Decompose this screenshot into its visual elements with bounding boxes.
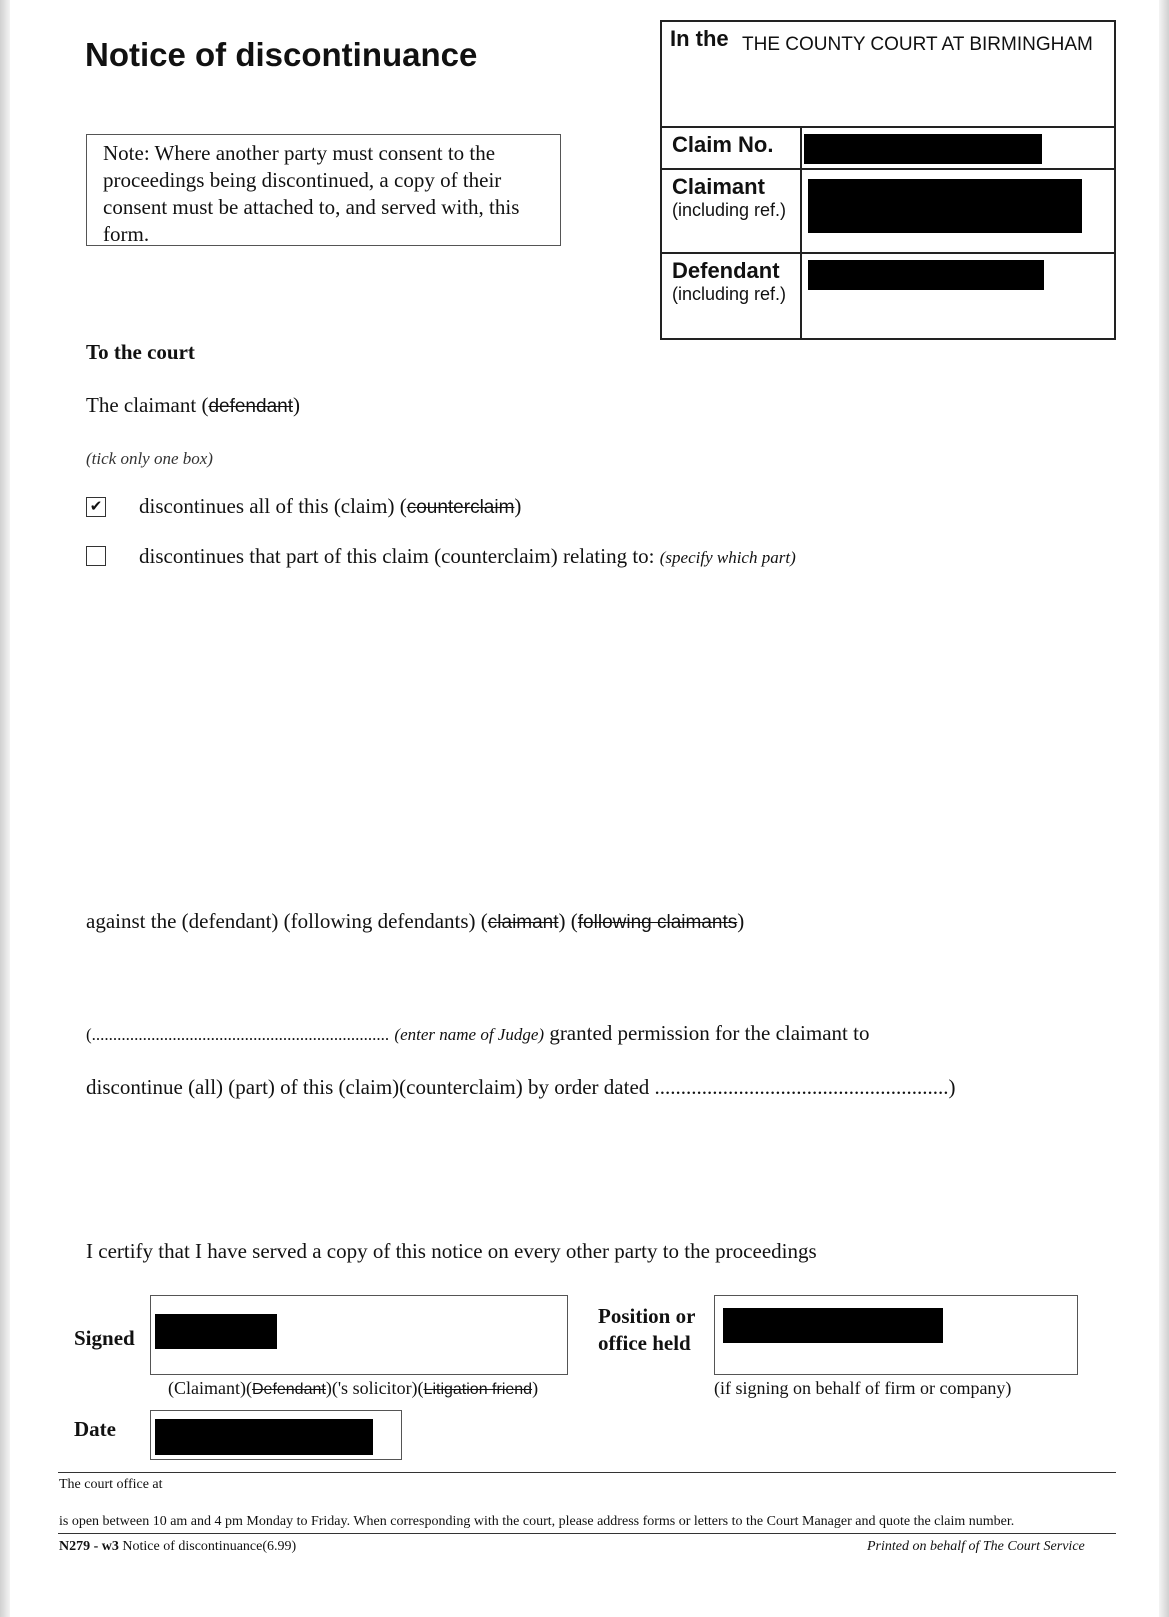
struck-defendant-caption: Defendant	[251, 1381, 326, 1398]
defendant-label: Defendant	[672, 258, 780, 283]
court-office-label: The court office at	[59, 1477, 163, 1492]
against-line	[86, 909, 744, 934]
page-edge-right	[1159, 0, 1169, 1617]
position-box[interactable]	[714, 1295, 1078, 1375]
claimant-label: Claimant	[672, 174, 765, 199]
court-name: THE COUNTY COURT AT BIRMINGHAM	[742, 34, 1093, 55]
position-redaction	[723, 1308, 943, 1343]
page-title: Notice of discontinuance	[85, 36, 478, 73]
printed-by: Printed on behalf of The Court Service	[867, 1539, 1085, 1554]
footer-note: is open between 10 am and 4 pm Monday to Friday. When corresponding with the court, please address forms or letters to the Court Manager and quote the claim number.	[59, 1514, 1015, 1529]
option-all-text: discontinues all of this (claim) (	[139, 494, 407, 518]
page-edge-left	[0, 0, 10, 1617]
date-label: Date	[74, 1417, 116, 1441]
footer-rule-bottom	[58, 1533, 1116, 1534]
position-label-2: office held	[598, 1331, 691, 1355]
signer-caption-b: )('s solicitor)(	[325, 1378, 424, 1398]
discontinue-part-checkbox[interactable]	[86, 546, 106, 566]
position-caption: (if signing on behalf of firm or company)	[714, 1378, 1012, 1398]
order-line: discontinue (all) (part) of this (claim)(counterclaim) by order dated ........................................................)	[86, 1075, 956, 1099]
option-all	[139, 494, 521, 519]
in-the-label: In the	[670, 26, 729, 51]
note-box	[86, 134, 561, 246]
claimant-line	[86, 393, 300, 418]
option-all-close: )	[514, 494, 522, 518]
note-text: Note: Where another party must consent to the proceedings being discontinued, a copy of their consent must be attached to, and served with, this form.	[103, 141, 520, 246]
signed-label: Signed	[74, 1326, 135, 1350]
claimant-label-cell	[662, 170, 802, 252]
judge-dots: (......................................................................	[86, 1025, 390, 1044]
footer-rule-top	[58, 1472, 1116, 1473]
date-redaction	[155, 1419, 373, 1455]
tick-note: (tick only one box)	[86, 449, 213, 468]
claimant-line-text: The claimant (	[86, 393, 209, 417]
signer-caption-a: (Claimant)(	[168, 1378, 252, 1398]
option-part-hint: (specify which part)	[659, 548, 796, 567]
struck-counterclaim: counterclaim	[406, 497, 515, 518]
struck-claimant: claimant	[487, 912, 559, 933]
defendant-redaction	[808, 260, 1044, 290]
form-id	[59, 1539, 296, 1555]
claim-no-label: Claim No.	[672, 132, 774, 157]
signature-box[interactable]	[150, 1295, 568, 1375]
judge-text: granted permission for the claimant to	[549, 1021, 870, 1045]
claim-no-label-cell	[662, 128, 802, 168]
to-court-heading: To the court	[86, 340, 195, 364]
claimant-line-close: )	[292, 393, 300, 417]
form-name: Notice of discontinuance(6.99)	[122, 1539, 297, 1554]
defendant-label-cell	[662, 254, 802, 338]
signer-caption	[168, 1378, 538, 1399]
struck-following-claimants: following claimants	[577, 912, 738, 933]
against-close: )	[737, 909, 745, 933]
certify-statement: I certify that I have served a copy of this notice on every other party to the proceedings	[86, 1239, 817, 1263]
position-label-1: Position or	[598, 1304, 696, 1328]
claimant-sublabel: (including ref.)	[672, 200, 787, 220]
claim-no-redaction	[804, 134, 1042, 164]
claimant-redaction	[808, 179, 1082, 233]
struck-litigation-friend: Litigation friend	[423, 1381, 533, 1398]
defendant-row	[662, 254, 1114, 338]
struck-defendant: defendant	[208, 396, 293, 417]
signature-redaction	[155, 1314, 277, 1349]
discontinue-all-checkbox[interactable]: ✔	[86, 497, 106, 517]
date-box[interactable]	[150, 1410, 402, 1460]
claimant-row	[662, 170, 1114, 254]
claim-no-row	[662, 128, 1114, 170]
defendant-sublabel: (including ref.)	[672, 284, 787, 304]
court-details-table	[660, 20, 1116, 340]
option-part-text: discontinues that part of this claim (counterclaim) relating to:	[139, 544, 655, 568]
judge-hint: (enter name of Judge)	[394, 1025, 545, 1044]
option-part	[139, 544, 796, 569]
judge-line	[86, 1021, 869, 1046]
against-text: against the (defendant) (following defendants) (	[86, 909, 488, 933]
form-code: N279 - w3	[59, 1539, 119, 1554]
signer-caption-c: )	[532, 1378, 539, 1398]
against-mid: ) (	[558, 909, 578, 933]
